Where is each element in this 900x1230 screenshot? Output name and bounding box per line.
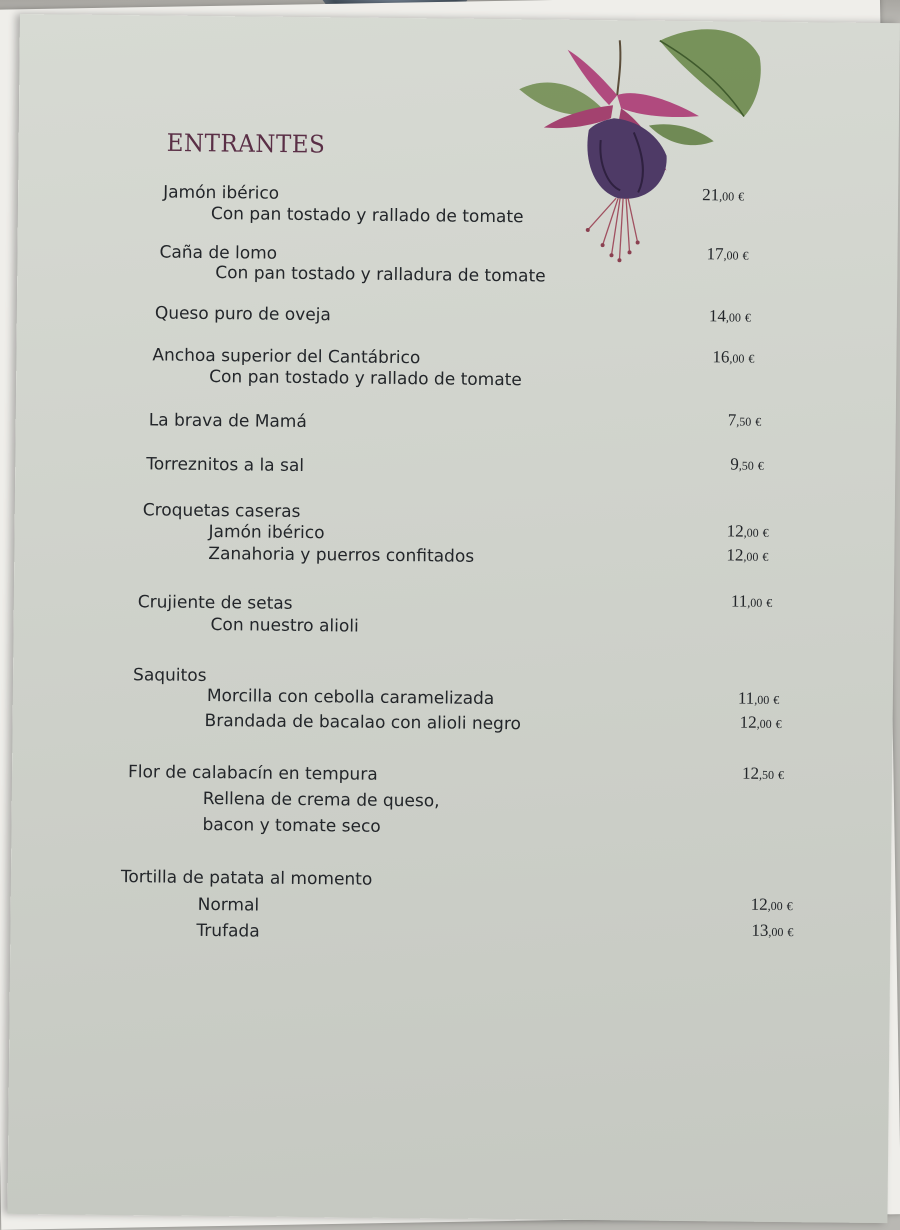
menu-item-price: 16,00 € (712, 347, 755, 367)
fuchsia-flower-icon (507, 19, 870, 273)
menu-item-name: Anchoa superior del Cantábrico (152, 345, 421, 369)
menu-item-price: 12,50 € (741, 763, 785, 783)
menu-item-price: 11,00 € (730, 591, 773, 611)
menu-item-price: 12,00 € (750, 894, 793, 914)
menu-item-option: Normal (197, 894, 260, 916)
menu-item-price: 14,00 € (708, 306, 751, 326)
menu-item-name: Crujiente de setas (137, 592, 293, 614)
menu-item-price: 12,00 € (726, 521, 769, 541)
menu-item-price: 21,00 € (702, 185, 745, 205)
menu-item-name: Queso puro de oveja (154, 303, 331, 326)
menu-item-price: 12,00 € (726, 545, 769, 565)
menu-item-description: Rellena de crema de queso, (202, 788, 440, 812)
menu-item-option: Zanahoria y puerros confitados (208, 544, 475, 567)
menu-item-name: Saquitos (132, 665, 207, 686)
menu-item-name: Flor de calabacín en tempura (127, 762, 378, 785)
menu-page (7, 14, 900, 1223)
menu-item-description: bacon y tomate seco (202, 814, 381, 837)
menu-item-option: Morcilla con cebolla caramelizada (206, 685, 495, 710)
menu-item-price: 7,50 € (727, 410, 762, 430)
menu-item-name: Jamón ibérico (163, 182, 280, 204)
menu-item-name: Croquetas caseras (142, 500, 301, 522)
menu-item-name: Torreznitos a la sal (146, 454, 305, 476)
menu-item-price: 13,00 € (751, 920, 794, 940)
menu-item-price: 12,00 € (739, 712, 782, 732)
section-title: ENTRANTES (166, 129, 326, 159)
menu-item-name: Caña de lomo (159, 242, 278, 264)
menu-item-description: Con pan tostado y ralladura de tomate (215, 263, 546, 287)
menu-item-description: Con pan tostado y rallado de tomate (210, 204, 524, 228)
menu-item-option: Brandada de bacalao con alioli negro (204, 710, 522, 735)
menu-item-price: 9,50 € (730, 454, 764, 474)
menu-item-option: Jamón ibérico (208, 522, 325, 544)
menu-item-option: Trufada (196, 920, 260, 942)
menu-item-price: 11,00 € (737, 688, 780, 708)
menu-item-name: La brava de Mamá (148, 410, 307, 433)
menu-item-name: Tortilla de patata al momento (120, 867, 373, 890)
menu-item-description: Con pan tostado y rallado de tomate (209, 367, 522, 391)
menu-item-price: 17,00 € (706, 244, 749, 264)
menu-item-description: Con nuestro alioli (210, 615, 359, 637)
